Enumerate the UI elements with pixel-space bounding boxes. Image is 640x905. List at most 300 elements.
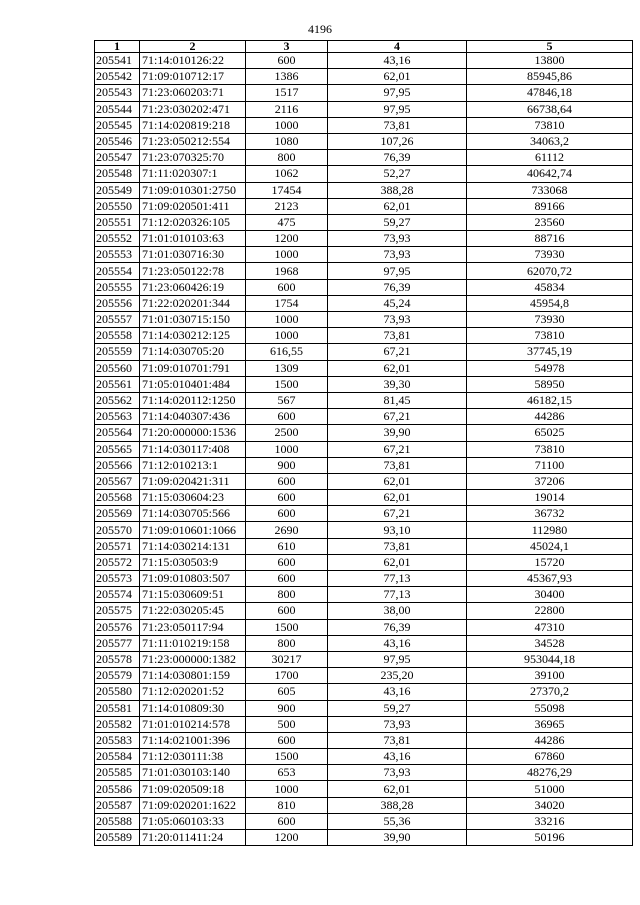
table-row bbox=[95, 117, 633, 133]
area-cell: 616,55 bbox=[246, 344, 328, 360]
row-number-cell: 205571 bbox=[95, 538, 140, 554]
value-cell: 46182,15 bbox=[467, 392, 633, 408]
cadastral-number-cell: 71:15:030503:9 bbox=[140, 554, 246, 570]
area-cell: 1386 bbox=[246, 69, 328, 85]
table-row bbox=[95, 668, 633, 684]
area-cell: 800 bbox=[246, 150, 328, 166]
rate-cell: 62,01 bbox=[328, 554, 467, 570]
table-row bbox=[95, 813, 633, 829]
rate-cell: 388,28 bbox=[328, 182, 467, 198]
area-cell: 1500 bbox=[246, 619, 328, 635]
value-cell: 50196 bbox=[467, 830, 633, 846]
cadastral-number-cell: 71:23:070325:70 bbox=[140, 150, 246, 166]
cadastral-number-cell: 71:14:030801:159 bbox=[140, 668, 246, 684]
cadastral-number-cell: 71:14:010126:22 bbox=[140, 53, 246, 69]
value-cell: 73810 bbox=[467, 441, 633, 457]
value-cell: 45834 bbox=[467, 279, 633, 295]
row-number-cell: 205568 bbox=[95, 490, 140, 506]
area-cell: 1200 bbox=[246, 231, 328, 247]
rate-cell: 77,13 bbox=[328, 587, 467, 603]
value-cell: 36965 bbox=[467, 716, 633, 732]
row-number-cell: 205583 bbox=[95, 732, 140, 748]
row-number-cell: 205557 bbox=[95, 312, 140, 328]
value-cell: 73930 bbox=[467, 247, 633, 263]
area-cell: 1000 bbox=[246, 781, 328, 797]
table-row bbox=[95, 619, 633, 635]
rate-cell: 97,95 bbox=[328, 85, 467, 101]
area-cell: 900 bbox=[246, 457, 328, 473]
value-cell: 37206 bbox=[467, 473, 633, 489]
area-cell: 600 bbox=[246, 490, 328, 506]
table-row bbox=[95, 571, 633, 587]
table-row bbox=[95, 263, 633, 279]
cadastral-number-cell: 71:14:030705:20 bbox=[140, 344, 246, 360]
table-row bbox=[95, 635, 633, 651]
value-cell: 34063,2 bbox=[467, 133, 633, 149]
rate-cell: 45,24 bbox=[328, 295, 467, 311]
rate-cell: 43,16 bbox=[328, 684, 467, 700]
area-cell: 600 bbox=[246, 279, 328, 295]
row-number-cell: 205543 bbox=[95, 85, 140, 101]
area-cell: 1968 bbox=[246, 263, 328, 279]
area-cell: 500 bbox=[246, 716, 328, 732]
row-number-cell: 205553 bbox=[95, 247, 140, 263]
area-cell: 600 bbox=[246, 409, 328, 425]
table-row bbox=[95, 651, 633, 667]
table-row bbox=[95, 198, 633, 214]
table-row bbox=[95, 279, 633, 295]
value-cell: 65025 bbox=[467, 425, 633, 441]
value-cell: 45954,8 bbox=[467, 295, 633, 311]
row-number-cell: 205582 bbox=[95, 716, 140, 732]
cadastral-number-cell: 71:23:060203:71 bbox=[140, 85, 246, 101]
row-number-cell: 205546 bbox=[95, 133, 140, 149]
row-number-cell: 205563 bbox=[95, 409, 140, 425]
header-row bbox=[95, 41, 633, 53]
cadastral-number-cell: 71:01:030103:140 bbox=[140, 765, 246, 781]
area-cell: 1062 bbox=[246, 166, 328, 182]
value-cell: 73810 bbox=[467, 117, 633, 133]
value-cell: 73930 bbox=[467, 312, 633, 328]
area-cell: 800 bbox=[246, 587, 328, 603]
row-number-cell: 205578 bbox=[95, 651, 140, 667]
cadastral-number-cell: 71:09:010803:507 bbox=[140, 571, 246, 587]
cadastral-number-cell: 71:23:050212:554 bbox=[140, 133, 246, 149]
value-cell: 66738,64 bbox=[467, 101, 633, 117]
rate-cell: 73,93 bbox=[328, 765, 467, 781]
value-cell: 51000 bbox=[467, 781, 633, 797]
area-cell: 2500 bbox=[246, 425, 328, 441]
row-number-cell: 205587 bbox=[95, 797, 140, 813]
table-row bbox=[95, 603, 633, 619]
value-cell: 23560 bbox=[467, 214, 633, 230]
row-number-cell: 205560 bbox=[95, 360, 140, 376]
rate-cell: 73,81 bbox=[328, 732, 467, 748]
table-row bbox=[95, 522, 633, 538]
cadastral-number-cell: 71:14:030117:408 bbox=[140, 441, 246, 457]
area-cell: 1000 bbox=[246, 328, 328, 344]
table-row bbox=[95, 538, 633, 554]
table-row bbox=[95, 716, 633, 732]
rate-cell: 67,21 bbox=[328, 409, 467, 425]
column-header-1: 1 bbox=[95, 41, 140, 53]
row-number-cell: 205556 bbox=[95, 295, 140, 311]
cadastral-number-cell: 71:20:011411:24 bbox=[140, 830, 246, 846]
table-row bbox=[95, 214, 633, 230]
cadastral-number-cell: 71:14:020112:1250 bbox=[140, 392, 246, 408]
table-row bbox=[95, 344, 633, 360]
row-number-cell: 205569 bbox=[95, 506, 140, 522]
value-cell: 27370,2 bbox=[467, 684, 633, 700]
table-row bbox=[95, 765, 633, 781]
table-row bbox=[95, 587, 633, 603]
value-cell: 40642,74 bbox=[467, 166, 633, 182]
value-cell: 58950 bbox=[467, 376, 633, 392]
area-cell: 1000 bbox=[246, 441, 328, 457]
cadastral-number-cell: 71:23:000000:1382 bbox=[140, 651, 246, 667]
value-cell: 47846,18 bbox=[467, 85, 633, 101]
row-number-cell: 205544 bbox=[95, 101, 140, 117]
table-row bbox=[95, 85, 633, 101]
value-cell: 36732 bbox=[467, 506, 633, 522]
row-number-cell: 205575 bbox=[95, 603, 140, 619]
cadastral-number-cell: 71:14:030705:566 bbox=[140, 506, 246, 522]
row-number-cell: 205549 bbox=[95, 182, 140, 198]
row-number-cell: 205561 bbox=[95, 376, 140, 392]
cadastral-number-cell: 71:15:030609:51 bbox=[140, 587, 246, 603]
cadastral-number-cell: 71:14:030214:131 bbox=[140, 538, 246, 554]
cadastral-number-cell: 71:09:010601:1066 bbox=[140, 522, 246, 538]
area-cell: 1754 bbox=[246, 295, 328, 311]
rate-cell: 62,01 bbox=[328, 69, 467, 85]
cadastral-number-cell: 71:14:030212:125 bbox=[140, 328, 246, 344]
cadastral-number-cell: 71:15:030604:23 bbox=[140, 490, 246, 506]
rate-cell: 43,16 bbox=[328, 635, 467, 651]
rate-cell: 43,16 bbox=[328, 53, 467, 69]
area-cell: 600 bbox=[246, 603, 328, 619]
row-number-cell: 205548 bbox=[95, 166, 140, 182]
table-header bbox=[95, 41, 633, 53]
area-cell: 17454 bbox=[246, 182, 328, 198]
cadastral-number-cell: 71:01:010214:578 bbox=[140, 716, 246, 732]
rate-cell: 67,21 bbox=[328, 441, 467, 457]
row-number-cell: 205554 bbox=[95, 263, 140, 279]
rate-cell: 67,21 bbox=[328, 344, 467, 360]
value-cell: 85945,86 bbox=[467, 69, 633, 85]
value-cell: 15720 bbox=[467, 554, 633, 570]
area-cell: 1000 bbox=[246, 117, 328, 133]
rate-cell: 62,01 bbox=[328, 490, 467, 506]
area-cell: 1517 bbox=[246, 85, 328, 101]
table-row bbox=[95, 473, 633, 489]
rate-cell: 59,27 bbox=[328, 700, 467, 716]
row-number-cell: 205576 bbox=[95, 619, 140, 635]
cadastral-number-cell: 71:23:030202:471 bbox=[140, 101, 246, 117]
cadastral-number-cell: 71:11:020307:1 bbox=[140, 166, 246, 182]
row-number-cell: 205588 bbox=[95, 813, 140, 829]
row-number-cell: 205562 bbox=[95, 392, 140, 408]
row-number-cell: 205573 bbox=[95, 571, 140, 587]
rate-cell: 73,81 bbox=[328, 457, 467, 473]
row-number-cell: 205558 bbox=[95, 328, 140, 344]
row-number-cell: 205564 bbox=[95, 425, 140, 441]
page-number: 4196 bbox=[308, 22, 332, 36]
row-number-cell: 205570 bbox=[95, 522, 140, 538]
cadastral-number-cell: 71:09:010712:17 bbox=[140, 69, 246, 85]
area-cell: 2123 bbox=[246, 198, 328, 214]
rate-cell: 62,01 bbox=[328, 473, 467, 489]
table-row bbox=[95, 490, 633, 506]
table-row bbox=[95, 441, 633, 457]
area-cell: 810 bbox=[246, 797, 328, 813]
area-cell: 605 bbox=[246, 684, 328, 700]
table-row bbox=[95, 328, 633, 344]
cadastral-number-cell: 71:01:030716:30 bbox=[140, 247, 246, 263]
table-row bbox=[95, 554, 633, 570]
rate-cell: 76,39 bbox=[328, 150, 467, 166]
area-cell: 1309 bbox=[246, 360, 328, 376]
table-row bbox=[95, 392, 633, 408]
cadastral-number-cell: 71:09:010301:2750 bbox=[140, 182, 246, 198]
rate-cell: 235,20 bbox=[328, 668, 467, 684]
table-row bbox=[95, 700, 633, 716]
row-number-cell: 205566 bbox=[95, 457, 140, 473]
value-cell: 953044,18 bbox=[467, 651, 633, 667]
cadastral-number-cell: 71:14:020819:218 bbox=[140, 117, 246, 133]
table-row bbox=[95, 69, 633, 85]
rate-cell: 73,93 bbox=[328, 231, 467, 247]
value-cell: 45367,93 bbox=[467, 571, 633, 587]
rate-cell: 97,95 bbox=[328, 263, 467, 279]
row-number-cell: 205547 bbox=[95, 150, 140, 166]
area-cell: 2690 bbox=[246, 522, 328, 538]
area-cell: 600 bbox=[246, 554, 328, 570]
rate-cell: 93,10 bbox=[328, 522, 467, 538]
table-row bbox=[95, 749, 633, 765]
cadastral-number-cell: 71:23:050122:78 bbox=[140, 263, 246, 279]
value-cell: 47310 bbox=[467, 619, 633, 635]
area-cell: 600 bbox=[246, 571, 328, 587]
cadastral-number-cell: 71:22:030205:45 bbox=[140, 603, 246, 619]
cadastral-number-cell: 71:12:010213:1 bbox=[140, 457, 246, 473]
row-number-cell: 205586 bbox=[95, 781, 140, 797]
cadastral-number-cell: 71:14:040307:436 bbox=[140, 409, 246, 425]
row-number-cell: 205542 bbox=[95, 69, 140, 85]
rate-cell: 97,95 bbox=[328, 651, 467, 667]
rate-cell: 62,01 bbox=[328, 198, 467, 214]
table-row bbox=[95, 797, 633, 813]
value-cell: 34528 bbox=[467, 635, 633, 651]
table-row bbox=[95, 312, 633, 328]
value-cell: 30400 bbox=[467, 587, 633, 603]
table-row bbox=[95, 150, 633, 166]
cadastral-number-cell: 71:05:060103:33 bbox=[140, 813, 246, 829]
cadastral-number-cell: 71:05:010401:484 bbox=[140, 376, 246, 392]
value-cell: 55098 bbox=[467, 700, 633, 716]
area-cell: 600 bbox=[246, 473, 328, 489]
rate-cell: 76,39 bbox=[328, 279, 467, 295]
row-number-cell: 205567 bbox=[95, 473, 140, 489]
row-number-cell: 205555 bbox=[95, 279, 140, 295]
cadastral-number-cell: 71:22:020201:344 bbox=[140, 295, 246, 311]
area-cell: 600 bbox=[246, 506, 328, 522]
table-row bbox=[95, 506, 633, 522]
value-cell: 44286 bbox=[467, 409, 633, 425]
area-cell: 653 bbox=[246, 765, 328, 781]
row-number-cell: 205559 bbox=[95, 344, 140, 360]
table-row bbox=[95, 830, 633, 846]
cadastral-number-cell: 71:09:010701:791 bbox=[140, 360, 246, 376]
rate-cell: 76,39 bbox=[328, 619, 467, 635]
area-cell: 475 bbox=[246, 214, 328, 230]
table-row bbox=[95, 53, 633, 69]
rate-cell: 67,21 bbox=[328, 506, 467, 522]
row-number-cell: 205579 bbox=[95, 668, 140, 684]
cadastral-number-cell: 71:12:030111:38 bbox=[140, 749, 246, 765]
value-cell: 37745,19 bbox=[467, 344, 633, 360]
table-row bbox=[95, 457, 633, 473]
table-row bbox=[95, 684, 633, 700]
rate-cell: 388,28 bbox=[328, 797, 467, 813]
cadastral-number-cell: 71:09:020201:1622 bbox=[140, 797, 246, 813]
value-cell: 67860 bbox=[467, 749, 633, 765]
table-row bbox=[95, 425, 633, 441]
table-row bbox=[95, 360, 633, 376]
table-row bbox=[95, 166, 633, 182]
value-cell: 48276,29 bbox=[467, 765, 633, 781]
rate-cell: 39,90 bbox=[328, 830, 467, 846]
value-cell: 61112 bbox=[467, 150, 633, 166]
value-cell: 33216 bbox=[467, 813, 633, 829]
rate-cell: 39,30 bbox=[328, 376, 467, 392]
area-cell: 800 bbox=[246, 635, 328, 651]
cadastral-number-cell: 71:09:020421:311 bbox=[140, 473, 246, 489]
cadastral-number-cell: 71:11:010219:158 bbox=[140, 635, 246, 651]
area-cell: 1500 bbox=[246, 749, 328, 765]
value-cell: 45024,1 bbox=[467, 538, 633, 554]
data-table bbox=[94, 40, 633, 846]
cadastral-number-cell: 71:01:010103:63 bbox=[140, 231, 246, 247]
row-number-cell: 205545 bbox=[95, 117, 140, 133]
rate-cell: 39,90 bbox=[328, 425, 467, 441]
area-cell: 1000 bbox=[246, 312, 328, 328]
area-cell: 1080 bbox=[246, 133, 328, 149]
value-cell: 39100 bbox=[467, 668, 633, 684]
area-cell: 1200 bbox=[246, 830, 328, 846]
value-cell: 73810 bbox=[467, 328, 633, 344]
area-cell: 1000 bbox=[246, 247, 328, 263]
rate-cell: 38,00 bbox=[328, 603, 467, 619]
table-row bbox=[95, 781, 633, 797]
cadastral-number-cell: 71:14:021001:396 bbox=[140, 732, 246, 748]
row-number-cell: 205551 bbox=[95, 214, 140, 230]
rate-cell: 55,36 bbox=[328, 813, 467, 829]
column-header-3: 3 bbox=[246, 41, 328, 53]
value-cell: 89166 bbox=[467, 198, 633, 214]
table-row bbox=[95, 295, 633, 311]
table-body bbox=[95, 53, 633, 846]
table-row bbox=[95, 133, 633, 149]
row-number-cell: 205541 bbox=[95, 53, 140, 69]
table-row bbox=[95, 231, 633, 247]
value-cell: 112980 bbox=[467, 522, 633, 538]
cadastral-number-cell: 71:14:010809:30 bbox=[140, 700, 246, 716]
rate-cell: 43,16 bbox=[328, 749, 467, 765]
rate-cell: 81,45 bbox=[328, 392, 467, 408]
row-number-cell: 205581 bbox=[95, 700, 140, 716]
value-cell: 88716 bbox=[467, 231, 633, 247]
rate-cell: 73,81 bbox=[328, 117, 467, 133]
rate-cell: 62,01 bbox=[328, 360, 467, 376]
table-row bbox=[95, 376, 633, 392]
area-cell: 1500 bbox=[246, 376, 328, 392]
value-cell: 22800 bbox=[467, 603, 633, 619]
value-cell: 19014 bbox=[467, 490, 633, 506]
value-cell: 54978 bbox=[467, 360, 633, 376]
value-cell: 44286 bbox=[467, 732, 633, 748]
rate-cell: 73,93 bbox=[328, 312, 467, 328]
cadastral-number-cell: 71:09:020509:18 bbox=[140, 781, 246, 797]
area-cell: 600 bbox=[246, 53, 328, 69]
rate-cell: 97,95 bbox=[328, 101, 467, 117]
column-header-2: 2 bbox=[140, 41, 246, 53]
cadastral-number-cell: 71:12:020326:105 bbox=[140, 214, 246, 230]
row-number-cell: 205550 bbox=[95, 198, 140, 214]
row-number-cell: 205565 bbox=[95, 441, 140, 457]
column-header-4: 4 bbox=[328, 41, 467, 53]
table-row bbox=[95, 732, 633, 748]
row-number-cell: 205552 bbox=[95, 231, 140, 247]
rate-cell: 73,93 bbox=[328, 247, 467, 263]
row-number-cell: 205572 bbox=[95, 554, 140, 570]
row-number-cell: 205589 bbox=[95, 830, 140, 846]
cadastral-number-cell: 71:09:020501:411 bbox=[140, 198, 246, 214]
cadastral-number-cell: 71:01:030715:150 bbox=[140, 312, 246, 328]
value-cell: 71100 bbox=[467, 457, 633, 473]
rate-cell: 59,27 bbox=[328, 214, 467, 230]
column-header-5: 5 bbox=[467, 41, 633, 53]
rate-cell: 107,26 bbox=[328, 133, 467, 149]
rate-cell: 77,13 bbox=[328, 571, 467, 587]
area-cell: 610 bbox=[246, 538, 328, 554]
table-row bbox=[95, 101, 633, 117]
cadastral-number-cell: 71:12:020201:52 bbox=[140, 684, 246, 700]
rate-cell: 62,01 bbox=[328, 781, 467, 797]
table-row bbox=[95, 247, 633, 263]
row-number-cell: 205584 bbox=[95, 749, 140, 765]
row-number-cell: 205577 bbox=[95, 635, 140, 651]
area-cell: 900 bbox=[246, 700, 328, 716]
cadastral-number-cell: 71:20:000000:1536 bbox=[140, 425, 246, 441]
area-cell: 600 bbox=[246, 813, 328, 829]
row-number-cell: 205574 bbox=[95, 587, 140, 603]
area-cell: 2116 bbox=[246, 101, 328, 117]
area-cell: 567 bbox=[246, 392, 328, 408]
area-cell: 1700 bbox=[246, 668, 328, 684]
rate-cell: 73,93 bbox=[328, 716, 467, 732]
area-cell: 30217 bbox=[246, 651, 328, 667]
table-row bbox=[95, 182, 633, 198]
rate-cell: 52,27 bbox=[328, 166, 467, 182]
area-cell: 600 bbox=[246, 732, 328, 748]
cadastral-number-cell: 71:23:060426:19 bbox=[140, 279, 246, 295]
value-cell: 62070,72 bbox=[467, 263, 633, 279]
row-number-cell: 205585 bbox=[95, 765, 140, 781]
rate-cell: 73,81 bbox=[328, 328, 467, 344]
cadastral-number-cell: 71:23:050117:94 bbox=[140, 619, 246, 635]
value-cell: 733068 bbox=[467, 182, 633, 198]
table-row bbox=[95, 409, 633, 425]
